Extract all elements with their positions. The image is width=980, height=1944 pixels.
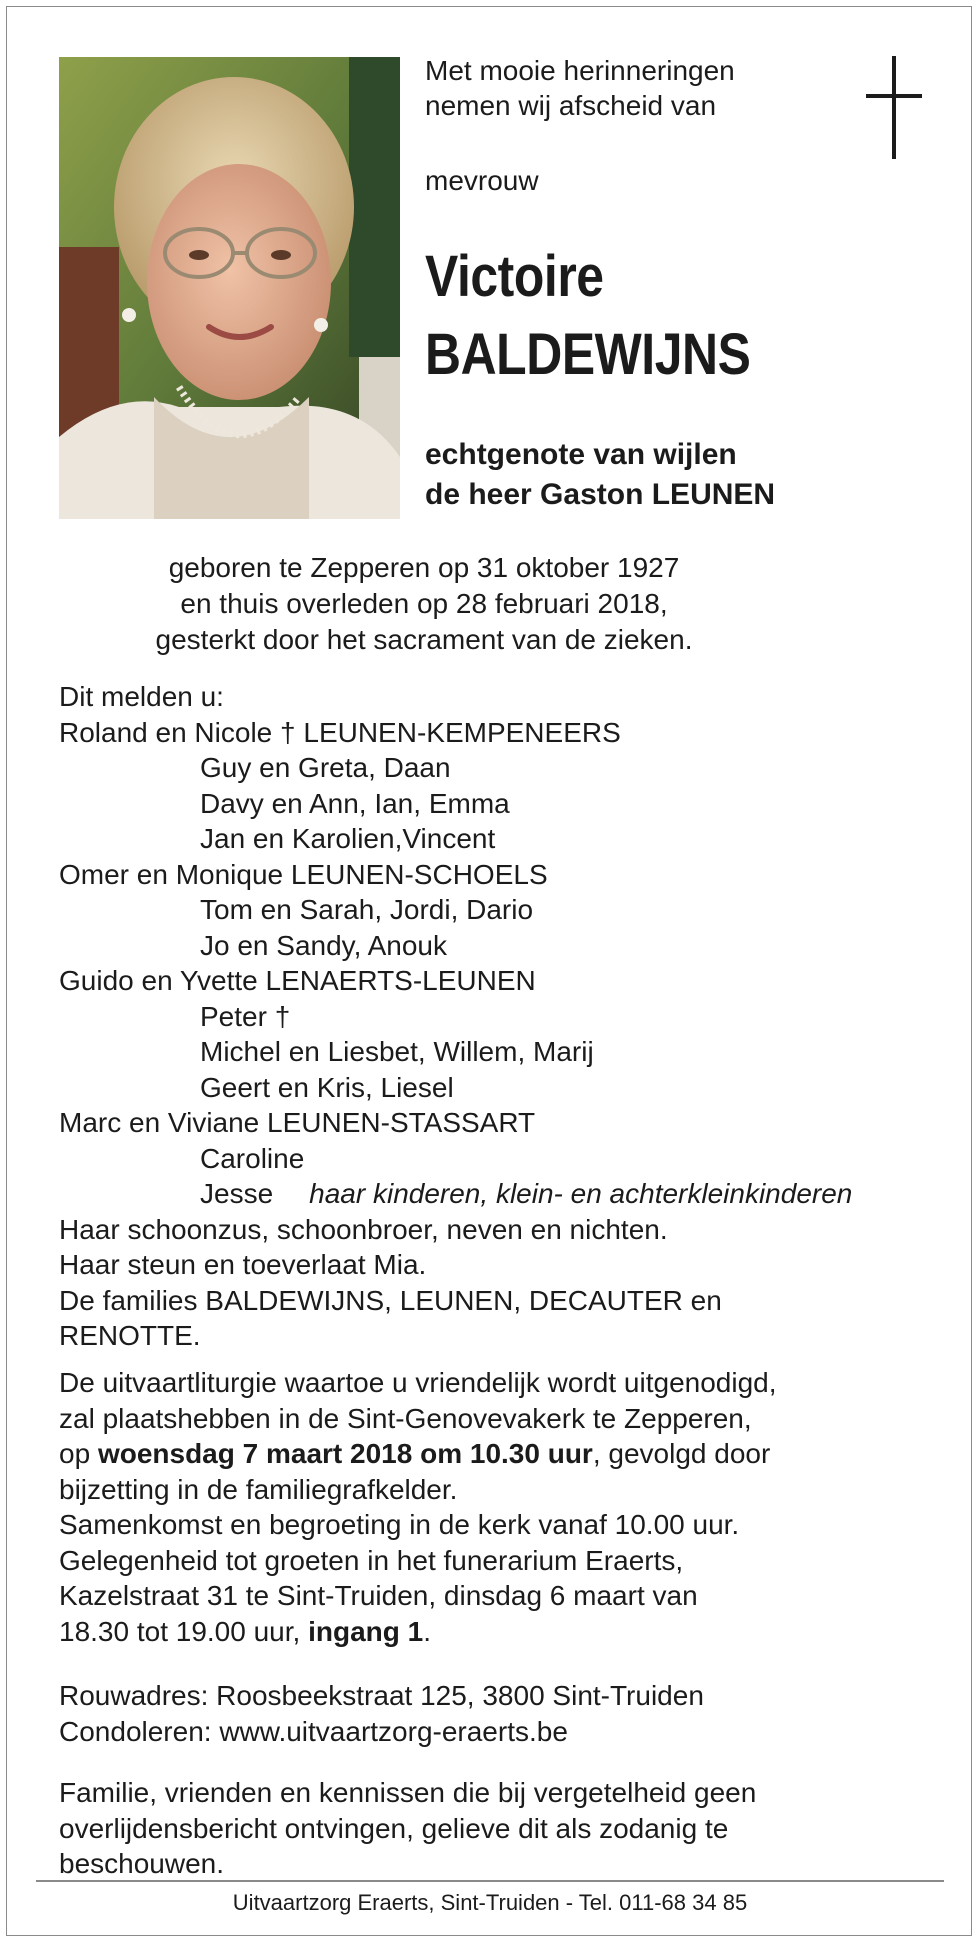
funeral-text: 18.30 tot 19.00 uur,: [59, 1615, 309, 1647]
family-member: Tom en Sarah, Jordi, Dario: [200, 894, 534, 925]
closing-note: [59, 1775, 756, 1882]
family-member: Guido en Yvette LENAERTS-LEUNEN: [59, 965, 536, 996]
family-member: Guy en Greta, Daan: [200, 752, 451, 783]
family-member-last: [59, 1176, 852, 1212]
funeral-details: [59, 1365, 777, 1649]
funeral-line: [59, 1436, 777, 1472]
footer-text: Uitvaartzorg Eraerts, Sint-Truiden - Tel. 011-68 34 85: [232, 1890, 748, 1915]
family-other: RENOTTE.: [59, 1320, 201, 1351]
intro-line: Met mooie herinneringen: [425, 55, 735, 86]
family-member: Jesse: [200, 1178, 274, 1209]
mourning-address: Rouwadres: Roosbeekstraat 125, 3800 Sint-Truiden: [59, 1680, 704, 1711]
note-line: beschouwen.: [59, 1848, 225, 1879]
funeral-line: De uitvaartliturgie waartoe u vriendelijk wordt uitgenodigd,: [59, 1367, 777, 1398]
family-member: Michel en Liesbet, Willem, Marij: [200, 1036, 594, 1067]
cross-icon: [866, 56, 922, 159]
funeral-text: , gevolgd door: [592, 1438, 771, 1469]
funeral-date: woensdag 7 maart 2018 om 10.30 uur: [97, 1438, 593, 1469]
funeral-line: Kazelstraat 31 te Sint-Truiden, dinsdag 6 maart van: [59, 1580, 698, 1611]
birth-line: geboren te Zepperen op 31 oktober 1927: [168, 552, 680, 583]
intro-text: [425, 53, 735, 123]
funeral-line: zal plaatshebben in de Sint-Genovevakerk te Zepperen,: [59, 1402, 752, 1434]
family-member: Geert en Kris, Liesel: [200, 1071, 454, 1103]
spouse-line: echtgenote van wijlen: [425, 438, 737, 471]
descendants-label: haar kinderen, klein- en achterkleinkinderen: [309, 1178, 853, 1209]
family-member: Roland en Nicole † LEUNEN-KEMPENEERS: [59, 716, 621, 748]
deceased-name: [425, 238, 750, 394]
spouse-line: de heer Gaston LEUNEN: [425, 478, 776, 511]
family-heading: Dit melden u:: [59, 681, 224, 712]
family-other: Haar schoonzus, schoonbroer, neven en nichten.: [59, 1213, 668, 1245]
funeral-line: [59, 1614, 777, 1650]
funeral-line: bijzetting in de familiegrafkelder.: [59, 1473, 458, 1505]
entrance: ingang 1: [308, 1615, 424, 1647]
honorific: mevrouw: [425, 165, 539, 196]
family-other: Haar steun en toeverlaat Mia.: [59, 1249, 427, 1280]
family-list: [59, 679, 852, 1354]
birth-death-info: [0, 550, 848, 658]
funeral-line: Samenkomst en begroeting in de kerk vanaf 10.00 uur.: [59, 1509, 740, 1540]
intro-line: nemen wij afscheid van: [425, 90, 717, 121]
first-name: Victoire: [425, 244, 604, 309]
family-member: Jo en Sandy, Anouk: [200, 929, 447, 961]
birth-line: gesterkt door het sacrament van de zieken.: [155, 624, 693, 655]
funeral-text: op: [59, 1438, 98, 1469]
family-other: De families BALDEWIJNS, LEUNEN, DECAUTER en: [59, 1284, 722, 1316]
funeral-text: .: [423, 1615, 431, 1647]
footer-divider: [36, 1880, 944, 1882]
family-member: Omer en Monique LEUNEN-SCHOELS: [59, 858, 548, 890]
family-member: Caroline: [200, 1142, 305, 1174]
funeral-line: Gelegenheid tot groeten in het funerarium Eraerts,: [59, 1544, 684, 1576]
note-line: overlijdensbericht ontvingen, gelieve dit als zodanig te: [59, 1812, 729, 1844]
condolence-website[interactable]: Condoleren: www.uitvaartzorg-eraerts.be: [59, 1715, 568, 1747]
spouse-info: [425, 435, 775, 515]
family-member: Davy en Ann, Ian, Emma: [200, 787, 510, 819]
note-line: Familie, vrienden en kennissen die bij vergetelheid geen: [59, 1777, 757, 1808]
portrait-photo: [59, 57, 400, 519]
family-member: Peter †: [200, 1000, 291, 1032]
family-member: Jan en Karolien,Vincent: [200, 823, 496, 854]
birth-line: en thuis overleden op 28 februari 2018,: [180, 588, 668, 619]
last-name: BALDEWIJNS: [425, 322, 751, 387]
contact-info: [59, 1678, 704, 1749]
family-member: Marc en Viviane LEUNEN-STASSART: [59, 1107, 536, 1138]
